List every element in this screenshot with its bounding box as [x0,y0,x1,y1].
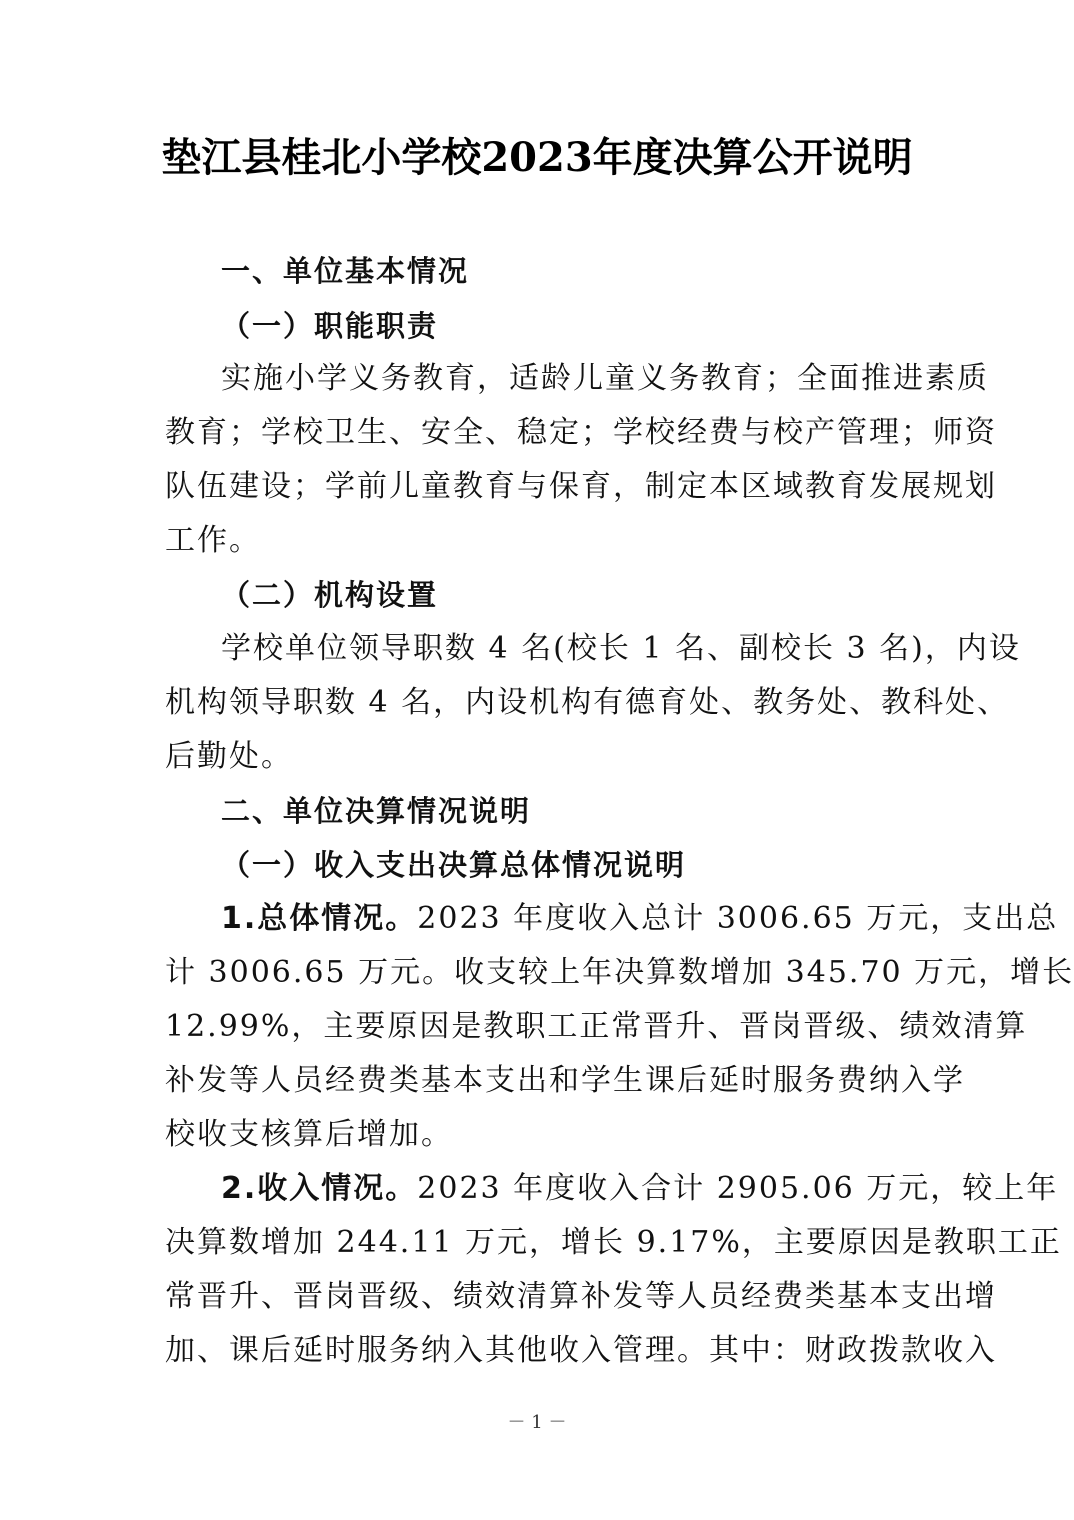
section-heading-2: 二、单位决算情况说明 [221,794,532,828]
paragraph-line: 12.99%，主要原因是教职工正常晋升、晋岗晋级、绩效清算 [165,1009,1028,1044]
paragraph-line: 机构领导职数 4 名，内设机构有德育处、教务处、教科处、 [165,685,1010,720]
paragraph-line: 计 3006.65 万元。收支较上年决算数增加 345.70 万元，增长 [165,955,1074,990]
paragraph-line: 后勤处。 [165,739,293,774]
document-title: 垫江县桂北小学校2023年度决算公开说明 [161,134,913,181]
income-text: 2023 年度收入合计 2905.06 万元，较上年 [417,1171,1059,1206]
paragraph-line: 加、课后延时服务纳入其他收入管理。其中：财政拨款收入 [165,1333,997,1368]
paragraph-line-overall [221,899,1059,939]
paragraph-line: 校收支核算后增加。 [165,1117,453,1152]
subsection-heading-1-2: （二）机构设置 [221,578,439,612]
paragraph-line: 学校单位领导职数 4 名(校长 1 名、副校长 3 名)，内设 [221,631,1021,666]
overall-text: 2023 年度收入总计 3006.65 万元，支出总 [417,901,1059,936]
paragraph-line: 决算数增加 244.11 万元，增长 9.17%，主要原因是教职工正 [165,1225,1062,1260]
paragraph-line: 补发等人员经费类基本支出和学生课后延时服务费纳入学 [165,1063,965,1098]
section-heading-1: 一、单位基本情况 [221,254,470,288]
subsection-heading-2-1: （一）收入支出决算总体情况说明 [221,848,687,882]
paragraph-line-income [221,1169,1059,1209]
overall-label: 1.总体情况。 [221,901,418,936]
paragraph-line: 教育；学校卫生、安全、稳定；学校经费与校产管理；师资 [165,415,997,450]
paragraph-line: 常晋升、晋岗晋级、绩效清算补发等人员经费类基本支出增 [165,1279,997,1314]
income-label: 2.收入情况。 [221,1171,418,1206]
paragraph-line: 队伍建设；学前儿童教育与保育，制定本区域教育发展规划 [165,469,997,504]
page-number: － 1 － [507,1412,567,1433]
paragraph-line: 实施小学义务教育，适龄儿童义务教育；全面推进素质 [221,361,989,396]
paragraph-line: 工作。 [165,523,261,558]
subsection-heading-1-1: （一）职能职责 [221,309,439,343]
